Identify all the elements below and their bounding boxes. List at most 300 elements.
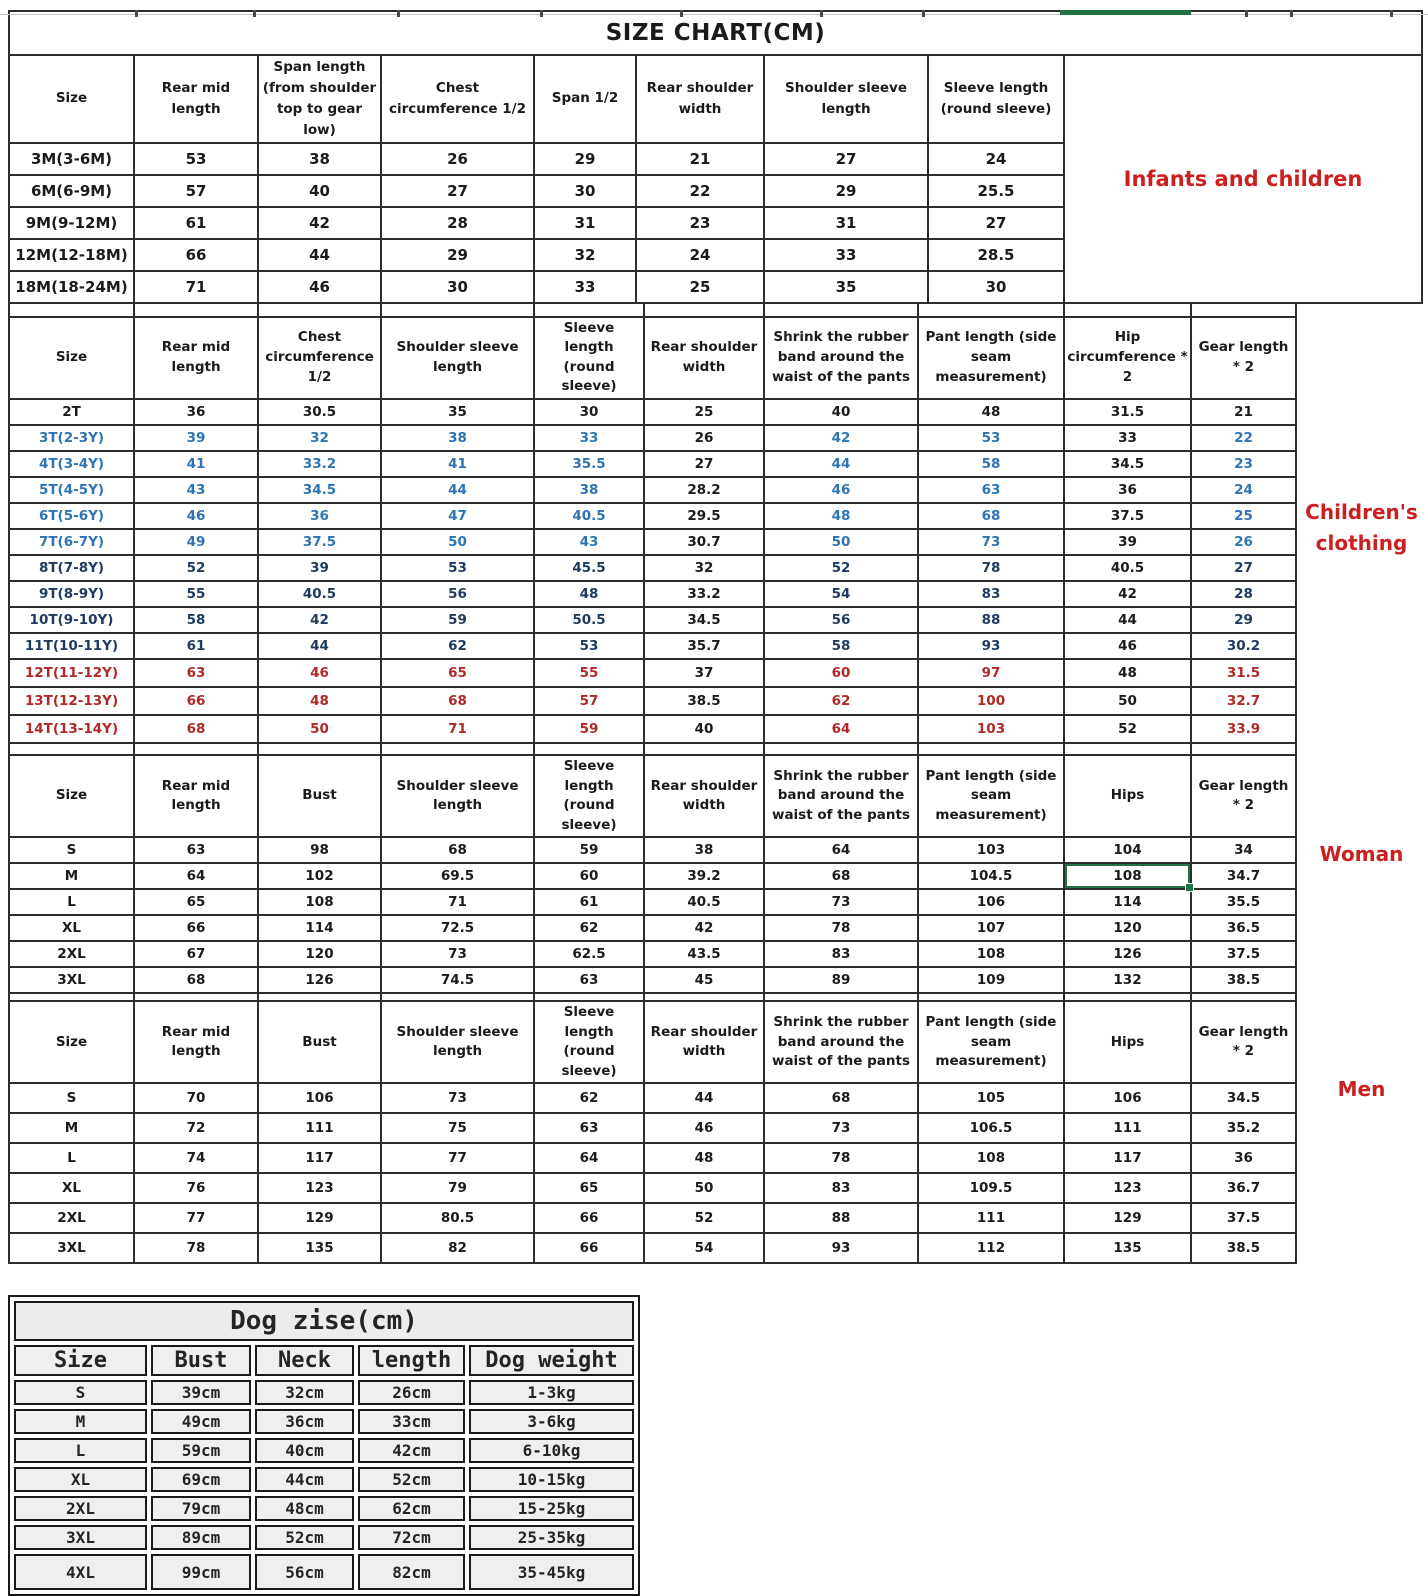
- grid-gap-cell: [1191, 993, 1296, 1001]
- cell: 36: [134, 399, 258, 425]
- grid-gap-cell: [764, 993, 918, 1001]
- dog-size-table: [8, 1295, 640, 1596]
- cell: 111: [1064, 1113, 1191, 1143]
- cell: 46: [134, 503, 258, 529]
- column-header: Rear shoulder width: [644, 755, 764, 837]
- cell: 38.5: [644, 687, 764, 715]
- cell: 68: [764, 863, 918, 889]
- column-header: Dog weight: [469, 1345, 634, 1376]
- cell: 68: [134, 967, 258, 993]
- cell: 60: [764, 659, 918, 687]
- cell: 48: [1064, 659, 1191, 687]
- cell: 60: [534, 863, 644, 889]
- table-row: [9, 915, 1296, 941]
- cell: 46: [764, 477, 918, 503]
- cell: 59: [534, 837, 644, 863]
- cell: 38.5: [1191, 967, 1296, 993]
- grid-gap-cell: [258, 304, 381, 317]
- cell: 38: [644, 837, 764, 863]
- table-row: [9, 633, 1296, 659]
- table-row: [9, 1173, 1296, 1203]
- grid-gap-cell: [1064, 743, 1191, 755]
- cell: 62: [764, 687, 918, 715]
- column-tick: [253, 10, 256, 17]
- row-size: L: [14, 1438, 147, 1463]
- cell: 33.9: [1191, 715, 1296, 743]
- cell: 126: [258, 967, 381, 993]
- column-header: Pant length (side seam measurement): [918, 317, 1064, 399]
- cell: 104: [1064, 837, 1191, 863]
- cell: 79cm: [151, 1496, 251, 1521]
- row-size: S: [9, 1083, 134, 1113]
- cell: 89: [764, 967, 918, 993]
- row-size: 4T(3-4Y): [9, 451, 134, 477]
- cell: 35: [381, 399, 534, 425]
- cell: 72cm: [358, 1525, 465, 1550]
- cell: 70: [134, 1083, 258, 1113]
- cell: 73: [381, 1083, 534, 1113]
- row-size: 2T: [9, 399, 134, 425]
- row-size: 6T(5-6Y): [9, 503, 134, 529]
- row-size: 10T(9-10Y): [9, 607, 134, 633]
- row-size: 13T(12-13Y): [9, 687, 134, 715]
- cell: 106: [918, 889, 1064, 915]
- row-size: 4XL: [14, 1554, 147, 1590]
- row-size: 3XL: [9, 1233, 134, 1263]
- cell: 64: [134, 863, 258, 889]
- cell: 27: [1191, 555, 1296, 581]
- cell: 46: [258, 659, 381, 687]
- cell: 24: [636, 239, 764, 271]
- cell: 25: [644, 399, 764, 425]
- grid-gap-cell: [644, 993, 764, 1001]
- grid-gap-cell: [381, 743, 534, 755]
- cell: 21: [1191, 399, 1296, 425]
- cell: 29: [764, 175, 928, 207]
- cell: 63: [134, 837, 258, 863]
- children-header-row: [9, 317, 1296, 399]
- cell: 82: [381, 1233, 534, 1263]
- table-row: [9, 451, 1296, 477]
- column-tick: [922, 10, 925, 17]
- cell: 49: [134, 529, 258, 555]
- cell: 132: [1064, 967, 1191, 993]
- grid-gap-cell: [9, 304, 134, 317]
- cell: 56cm: [255, 1554, 354, 1590]
- cell: 42: [1064, 581, 1191, 607]
- cell: 83: [764, 941, 918, 967]
- cell: 78: [764, 915, 918, 941]
- cell: 135: [1064, 1233, 1191, 1263]
- cell: 44: [258, 633, 381, 659]
- cell: 32: [644, 555, 764, 581]
- cell: 123: [258, 1173, 381, 1203]
- table-row: [9, 607, 1296, 633]
- cell: 71: [381, 889, 534, 915]
- table-row: [9, 503, 1296, 529]
- cell: 25-35kg: [469, 1525, 634, 1550]
- cell: 58: [918, 451, 1064, 477]
- cell: 52: [764, 555, 918, 581]
- cell: 38.5: [1191, 1233, 1296, 1263]
- cell: 56: [381, 581, 534, 607]
- cell: 106: [1064, 1083, 1191, 1113]
- grid-gap-cell: [258, 993, 381, 1001]
- table-row: [14, 1380, 634, 1405]
- cell: 52: [134, 555, 258, 581]
- row-size: 3T(2-3Y): [9, 425, 134, 451]
- row-size: S: [14, 1380, 147, 1405]
- cell: 26: [381, 143, 534, 175]
- cell: 42cm: [358, 1438, 465, 1463]
- cell: 107: [918, 915, 1064, 941]
- grid-gap-cell: [9, 743, 134, 755]
- row-size: S: [9, 837, 134, 863]
- grid-gap-cell: [134, 993, 258, 1001]
- table-row: [9, 715, 1296, 743]
- cell: 40.5: [644, 889, 764, 915]
- column-header: Neck: [255, 1345, 354, 1376]
- size-chart-sheet: [0, 10, 1428, 1582]
- cell: 52: [644, 1203, 764, 1233]
- cell: 83: [764, 1173, 918, 1203]
- cell: 32: [534, 239, 636, 271]
- cell: 42: [258, 207, 381, 239]
- cell: 83: [918, 581, 1064, 607]
- row-size: L: [9, 889, 134, 915]
- row-size: 12T(11-12Y): [9, 659, 134, 687]
- cell: 50: [1064, 687, 1191, 715]
- cell: 37.5: [1191, 941, 1296, 967]
- cell: 46: [644, 1113, 764, 1143]
- cell: 46: [1064, 633, 1191, 659]
- cell: 39: [258, 555, 381, 581]
- cell: 108: [1064, 863, 1191, 889]
- cell: 114: [1064, 889, 1191, 915]
- column-header: Span 1/2: [534, 55, 636, 143]
- cell: 36: [1064, 477, 1191, 503]
- cell: 117: [258, 1143, 381, 1173]
- column-header: Rear mid length: [134, 1001, 258, 1083]
- cell: 74: [134, 1143, 258, 1173]
- cell: 73: [764, 889, 918, 915]
- column-header: Bust: [151, 1345, 251, 1376]
- grid-gap-cell: [764, 743, 918, 755]
- cell: 53: [534, 633, 644, 659]
- cell: 43: [134, 477, 258, 503]
- cell: 117: [1064, 1143, 1191, 1173]
- cell: 93: [918, 633, 1064, 659]
- table-row: [9, 1083, 1296, 1113]
- row-size: 9T(8-9Y): [9, 581, 134, 607]
- cell: 6-10kg: [469, 1438, 634, 1463]
- grid-gap-cell: [1064, 993, 1191, 1001]
- cell: 111: [258, 1113, 381, 1143]
- cell: 72: [134, 1113, 258, 1143]
- cell: 67: [134, 941, 258, 967]
- grid-gap-cell: [1191, 743, 1296, 755]
- cell: 41: [381, 451, 534, 477]
- table-row: [14, 1554, 634, 1590]
- cell: 50: [381, 529, 534, 555]
- cell: 66: [134, 239, 258, 271]
- grid-gap: [9, 743, 1296, 755]
- column-header: Shoulder sleeve length: [381, 317, 534, 399]
- cell: 35.5: [534, 451, 644, 477]
- cell: 40.5: [1064, 555, 1191, 581]
- cell: 25: [636, 271, 764, 303]
- cell: 78: [918, 555, 1064, 581]
- cell: 44: [258, 239, 381, 271]
- cell: 30: [928, 271, 1064, 303]
- row-size: M: [9, 863, 134, 889]
- grid-gap: [9, 304, 1296, 317]
- cell: 78: [134, 1233, 258, 1263]
- cell: 63: [918, 477, 1064, 503]
- cell: 30.2: [1191, 633, 1296, 659]
- cell: 103: [918, 837, 1064, 863]
- woman-table-body: [9, 837, 1296, 993]
- column-header: Rear shoulder width: [636, 55, 764, 143]
- column-header: Rear shoulder width: [644, 317, 764, 399]
- cell: 30: [534, 175, 636, 207]
- cell: 66: [534, 1233, 644, 1263]
- cell: 61: [134, 207, 258, 239]
- cell: 59: [381, 607, 534, 633]
- grid-gap-cell: [381, 304, 534, 317]
- cell: 80.5: [381, 1203, 534, 1233]
- cell: 38: [258, 143, 381, 175]
- cell: 34: [1191, 837, 1296, 863]
- column-header: Bust: [258, 755, 381, 837]
- cell: 28: [1191, 581, 1296, 607]
- cell: 44: [1064, 607, 1191, 633]
- cell: 68: [918, 503, 1064, 529]
- cell: 24: [1191, 477, 1296, 503]
- cell: 36.5: [1191, 915, 1296, 941]
- table-row: [14, 1438, 634, 1463]
- cell: 30: [534, 399, 644, 425]
- infants-table: [8, 10, 1423, 304]
- column-header: Bust: [258, 1001, 381, 1083]
- cell: 69.5: [381, 863, 534, 889]
- row-size: XL: [9, 915, 134, 941]
- cell: 57: [134, 175, 258, 207]
- cell: 28.2: [644, 477, 764, 503]
- apparel-size-grid: [8, 304, 1297, 1265]
- row-size: 7T(6-7Y): [9, 529, 134, 555]
- category-label-men: Men: [1337, 1076, 1386, 1101]
- cell: 45.5: [534, 555, 644, 581]
- cell: 39: [1064, 529, 1191, 555]
- cell: 36cm: [255, 1409, 354, 1434]
- column-header: Shoulder sleeve length: [381, 1001, 534, 1083]
- cell: 105: [918, 1083, 1064, 1113]
- cell: 50.5: [534, 607, 644, 633]
- men-table-body: [9, 1083, 1296, 1263]
- row-size: 12M(12-18M): [9, 239, 134, 271]
- cell: 31.5: [1064, 399, 1191, 425]
- cell: 99cm: [151, 1554, 251, 1590]
- cell: 66: [534, 1203, 644, 1233]
- column-header: Rear mid length: [134, 755, 258, 837]
- cell: 44: [381, 477, 534, 503]
- column-header: Rear shoulder width: [644, 1001, 764, 1083]
- cell: 108: [918, 1143, 1064, 1173]
- cell: 52: [1064, 715, 1191, 743]
- cell: 66: [134, 687, 258, 715]
- cell: 44cm: [255, 1467, 354, 1492]
- grid-gap-cell: [534, 993, 644, 1001]
- grid-gap-cell: [644, 304, 764, 317]
- cell: 42: [764, 425, 918, 451]
- cell: 74.5: [381, 967, 534, 993]
- grid-gap-cell: [134, 743, 258, 755]
- cell: 66: [134, 915, 258, 941]
- row-size: 18M(18-24M): [9, 271, 134, 303]
- cell: 88: [918, 607, 1064, 633]
- cell: 62cm: [358, 1496, 465, 1521]
- column-header: length: [358, 1345, 465, 1376]
- cell: 77: [381, 1143, 534, 1173]
- cell: 120: [258, 941, 381, 967]
- cell: 64: [764, 715, 918, 743]
- column-header: Size: [9, 1001, 134, 1083]
- cell: 27: [928, 207, 1064, 239]
- table-row: [9, 941, 1296, 967]
- grid-gap-cell: [918, 743, 1064, 755]
- cell: 71: [381, 715, 534, 743]
- cell: 102: [258, 863, 381, 889]
- dog-table-title: Dog zise(cm): [14, 1301, 634, 1341]
- column-header: Hips: [1064, 1001, 1191, 1083]
- cell: 1-3kg: [469, 1380, 634, 1405]
- dog-table-title-row: [14, 1301, 634, 1341]
- cell: 25.5: [928, 175, 1064, 207]
- cell: 30.5: [258, 399, 381, 425]
- cell: 29: [1191, 607, 1296, 633]
- cell: 33cm: [358, 1409, 465, 1434]
- grid-gap-cell: [1064, 304, 1191, 317]
- cell: 68: [381, 837, 534, 863]
- cell: 48: [764, 503, 918, 529]
- title-row: [9, 11, 1422, 55]
- cell: 43: [534, 529, 644, 555]
- cell: 31: [764, 207, 928, 239]
- table-row: [9, 863, 1296, 889]
- row-size: 11T(10-11Y): [9, 633, 134, 659]
- cell: 73: [918, 529, 1064, 555]
- cell: 68: [764, 1083, 918, 1113]
- table-row: [9, 529, 1296, 555]
- cell: 48: [258, 687, 381, 715]
- cell: 33: [534, 271, 636, 303]
- cell: 114: [258, 915, 381, 941]
- cell: 15-25kg: [469, 1496, 634, 1521]
- row-size: 2XL: [14, 1496, 147, 1521]
- cell: 50: [764, 529, 918, 555]
- cell: 64: [534, 1143, 644, 1173]
- column-tick: [1245, 10, 1248, 17]
- cell: 35.5: [1191, 889, 1296, 915]
- cell: 123: [1064, 1173, 1191, 1203]
- men-header-row: [9, 1001, 1296, 1083]
- cell: 40cm: [255, 1438, 354, 1463]
- cell: 30: [381, 271, 534, 303]
- cell: 63: [534, 1113, 644, 1143]
- table-row: [9, 659, 1296, 687]
- cell: 73: [764, 1113, 918, 1143]
- row-size: 3XL: [9, 967, 134, 993]
- table-row: [9, 1113, 1296, 1143]
- cell: 55: [534, 659, 644, 687]
- grid-gap-cell: [258, 743, 381, 755]
- cell: 27: [381, 175, 534, 207]
- table-row: [9, 399, 1296, 425]
- cell: 62: [381, 633, 534, 659]
- column-header: Shoulder sleeve length: [381, 755, 534, 837]
- cell: 63: [534, 967, 644, 993]
- row-size: XL: [9, 1173, 134, 1203]
- column-header: Sleeve length (round sleeve): [534, 1001, 644, 1083]
- cell: 23: [636, 207, 764, 239]
- column-header: Sleeve length (round sleeve): [534, 317, 644, 399]
- cell: 28: [381, 207, 534, 239]
- cell: 47: [381, 503, 534, 529]
- cell: 106.5: [918, 1113, 1064, 1143]
- grid-gap-cell: [918, 304, 1064, 317]
- table-row: [9, 1203, 1296, 1233]
- cell: 88: [764, 1203, 918, 1233]
- cell: 28.5: [928, 239, 1064, 271]
- cell: 69cm: [151, 1467, 251, 1492]
- row-size: M: [9, 1113, 134, 1143]
- cell: 34.5: [1191, 1083, 1296, 1113]
- cell: 10-15kg: [469, 1467, 634, 1492]
- table-row: [9, 967, 1296, 993]
- cell: 26: [1191, 529, 1296, 555]
- column-header: Hips: [1064, 755, 1191, 837]
- column-tick: [820, 10, 823, 17]
- cell: 34.5: [258, 477, 381, 503]
- grid-gap-cell: [9, 993, 134, 1001]
- cell: 108: [258, 889, 381, 915]
- grid-gap-cell: [534, 304, 644, 317]
- cell: 61: [534, 889, 644, 915]
- cell: 63: [134, 659, 258, 687]
- cell: 37.5: [1064, 503, 1191, 529]
- column-header: Gear length * 2: [1191, 755, 1296, 837]
- row-size: 3XL: [14, 1525, 147, 1550]
- cell: 120: [1064, 915, 1191, 941]
- cell: 25: [1191, 503, 1296, 529]
- row-size: 9M(9-12M): [9, 207, 134, 239]
- cell: 55: [134, 581, 258, 607]
- cell: 39: [134, 425, 258, 451]
- cell: 3-6kg: [469, 1409, 634, 1434]
- cell: 43.5: [644, 941, 764, 967]
- cell: 100: [918, 687, 1064, 715]
- grid-gap: [9, 993, 1296, 1001]
- cell: 68: [134, 715, 258, 743]
- cell: 46: [258, 271, 381, 303]
- woman-header-row: [9, 755, 1296, 837]
- table-row: [9, 425, 1296, 451]
- column-header: Size: [14, 1345, 147, 1376]
- cell: 76: [134, 1173, 258, 1203]
- column-header: Gear length * 2: [1191, 1001, 1296, 1083]
- cell: 33: [764, 239, 928, 271]
